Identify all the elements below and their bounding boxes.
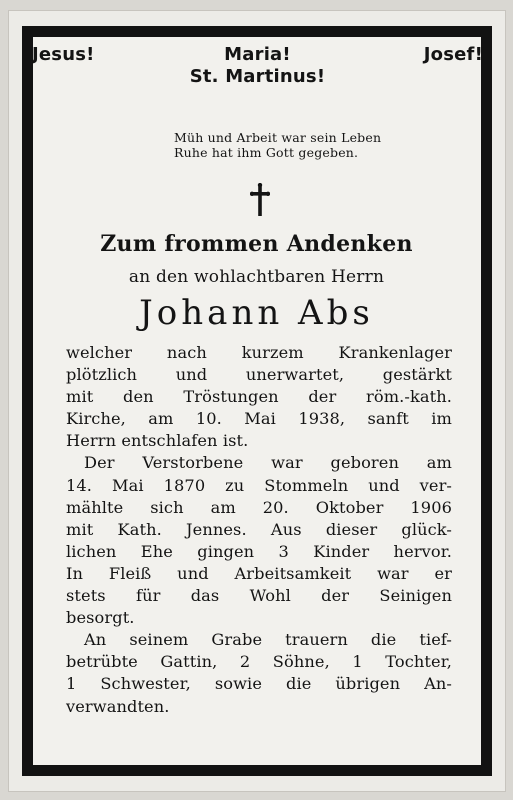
latin-cross-icon: [250, 183, 270, 217]
invocation-row: [32, 44, 483, 104]
motto-line-2: Ruhe hat ihm Gott gegeben.: [174, 145, 359, 160]
text-line: verwandten.: [66, 696, 170, 716]
text-line: mit Kath. Jennes. Aus dieser glück-: [66, 519, 452, 539]
invocation-josef: Josef!: [423, 44, 483, 65]
text-line: 14. Mai 1870 zu Stommeln und ver-: [66, 475, 452, 495]
invocation-jesus: Jesus!: [32, 44, 95, 65]
motto: [174, 130, 464, 160]
text-line: plötzlich und unerwartet, gestärkt: [66, 365, 452, 385]
deceased-name: Johann Abs: [139, 293, 374, 333]
memorial-heading: Zum frommen Andenken: [100, 231, 413, 257]
text-line: welcher nach kurzem Krankenlager: [66, 343, 452, 362]
invocation-st-martinus: St. Martinus!: [189, 66, 326, 87]
text-line: besorgt.: [66, 608, 135, 628]
text-line: Kirche, am 10. Mai 1938, sanft im: [66, 409, 452, 429]
text-line: In Fleiß und Arbeitsamkeit war er: [66, 563, 452, 583]
motto-line-1: Müh und Arbeit war sein Leben: [174, 130, 382, 145]
text-line: lichen Ehe gingen 3 Kinder hervor.: [66, 541, 452, 561]
text-line: stets für das Wohl der Seinigen: [66, 586, 452, 606]
text-line: betrübte Gattin, 2 Söhne, 1 Tochter,: [66, 652, 452, 672]
text-line: Der Verstorbene war geboren am: [84, 453, 452, 473]
text-line: mit den Tröstungen der röm.-kath.: [66, 387, 452, 407]
invocation-maria: Maria!: [224, 44, 291, 65]
invocation-center: [32, 44, 483, 88]
obituary-text: [66, 342, 452, 718]
text-line: An seinem Grabe trauern die tief-: [84, 630, 452, 650]
memorial-subheading: an den wohlachtbaren Herrn: [128, 267, 385, 287]
text-line: mählte sich am 20. Oktober 1906: [66, 497, 452, 517]
text-line: Herrn entschlafen ist.: [66, 431, 249, 451]
text-line: 1 Schwester, sowie die übrigen An-: [66, 674, 452, 694]
